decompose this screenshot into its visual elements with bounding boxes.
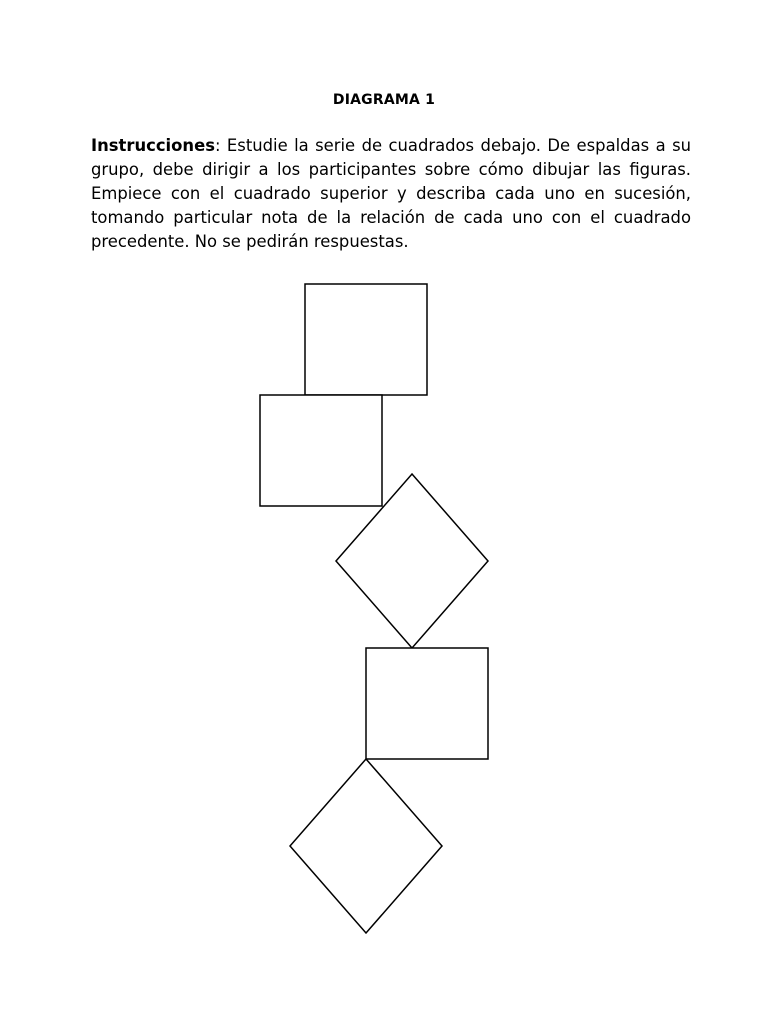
square-1 <box>305 284 427 395</box>
diamond-5 <box>290 759 442 933</box>
square-2 <box>260 395 382 506</box>
square-4 <box>366 648 488 759</box>
page-title: DIAGRAMA 1 <box>332 92 436 108</box>
instructions-label: Instrucciones <box>91 136 215 155</box>
instructions-text: : Estudie la serie de cuadrados debajo. De espaldas a su grupo, debe dirigir a los participantes sobre cómo dibujar las figuras. Empiece con el cuadrado superior y describa cada uno en sucesión, tomando particular nota de la relación de cada uno con el cuadrado precedente. No se pedirán respuestas. <box>91 136 691 251</box>
